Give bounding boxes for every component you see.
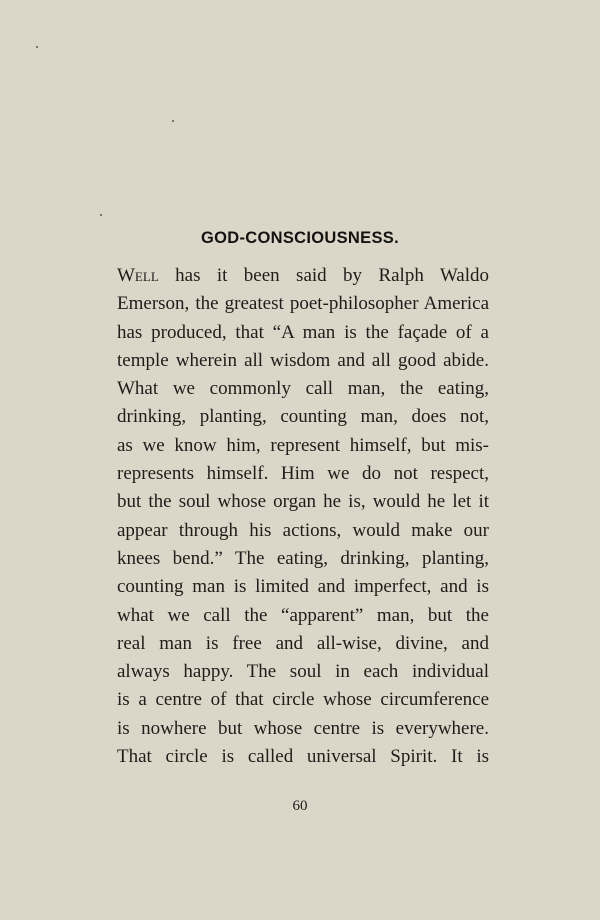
drop-word: Well xyxy=(117,265,159,286)
text-line: real man is free and all-wise, divine, and xyxy=(117,632,489,654)
text-line: represents himself. Him we do not respect, xyxy=(117,463,489,485)
text-line: drinking, planting, counting man, does not, xyxy=(117,406,489,428)
scan-speck xyxy=(100,214,102,216)
line-text: has it been said by Ralph Waldo xyxy=(158,265,489,286)
scan-speck xyxy=(172,120,174,122)
text-line: but the soul whose organ he is, would he let it xyxy=(117,491,489,513)
chapter-heading: GOD-CONSCIOUSNESS. xyxy=(201,229,399,247)
text-line: has produced, that “A man is the façade of a xyxy=(117,321,489,343)
scan-speck xyxy=(36,46,38,48)
text-line: what we call the “apparent” man, but the xyxy=(117,604,489,626)
text-line: What we commonly call man, the eating, xyxy=(117,378,489,400)
body-text xyxy=(117,262,489,771)
text-line: Emerson, the greatest poet-philosopher America xyxy=(117,293,489,315)
text-line: always happy. The soul in each individual xyxy=(117,661,489,683)
text-line xyxy=(117,262,489,290)
text-line: appear through his actions, would make our xyxy=(117,519,489,541)
text-line: That circle is called universal Spirit. It is xyxy=(117,746,489,768)
text-line: counting man is limited and imperfect, and is xyxy=(117,576,489,598)
text-line: is nowhere but whose centre is everywhere. xyxy=(117,717,489,739)
text-line: knees bend.” The eating, drinking, planting, xyxy=(117,547,489,569)
text-line: as we know him, represent himself, but mis- xyxy=(117,434,489,456)
text-line: temple wherein all wisdom and all good abide. xyxy=(117,349,489,371)
text-line: is a centre of that circle whose circumference xyxy=(117,689,489,711)
page-number: 60 xyxy=(292,798,308,814)
